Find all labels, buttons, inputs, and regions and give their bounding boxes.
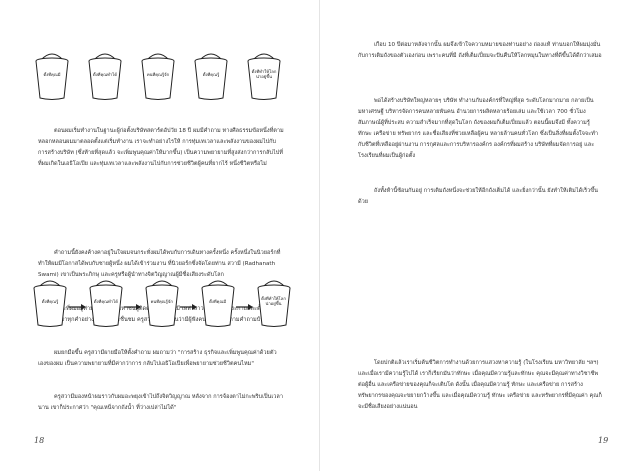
page-number-left: 18 bbox=[34, 436, 45, 445]
bucket-1 bbox=[32, 46, 72, 102]
bucket-3 bbox=[138, 46, 178, 102]
arrow-right-icon bbox=[236, 273, 253, 329]
left-paragraph-4: ผมยกมือขึ้น ครูสวามีผายมือให้ตั้งคำถาม ผมถามว่า "การสร้าง ธุรกิจและเพิ่มพูนคุณค่าด้วยตัวเองของผม เป็นความพยายามที่มีค่ากว่าการ กลับไปเอธิโอเปียเพื่อพยายามช่วยชีวิตคนไหม" bbox=[38, 350, 277, 368]
right-closing-paragraph: โดยปกติแล้วเราเริ่มต้นชีวิตการทำงานด้วยการแสวงหาความรู้ (ในโรงเรียน มหาวิทยาลัย ฯลฯ) และเมื่อเรามีความรู้ไปได้ เราก็เรียกมันว่าทักษะ เมื่อคุณมีความรู้และทักษะ คุณจะมีคุณค่าทางวิชาชีพต่อผู้อื่น และเครือข่ายของคุณก็จะเติบโต ดังนั้น เมื่อคุณมีความรู้ ทักษะ และเครือข่าย การสร้างทรัพยากรของคุณจะขยายกว้างขึ้น และเมื่อคุณมีความรู้ ทักษะ เครือข่าย และทรัพยากรที่มีคุณค่า คุณก็จะมีชื่อเสียงอย่างแน่นอน bbox=[358, 360, 602, 411]
bucket-row-left bbox=[32, 46, 284, 102]
bucket-label: ตั้งที่คุณรู้ bbox=[202, 72, 220, 77]
bucket-label: ตั้งที่คุณมี bbox=[209, 299, 227, 304]
bucket-4 bbox=[191, 46, 231, 102]
arrow-right-icon bbox=[124, 273, 141, 329]
bucket-1 bbox=[30, 273, 69, 329]
right-paragraph-2: พอได้สร้างบริษัทใหญ่หลายๆ บริษัท ทำงานกับองค์กรที่ใหญ่ที่สุด ระดับโลกมากมาย กลายเป็นมหาเศรษฐี บริหารจัดการคนหลายพันคน อำนวยการผลิตหลายร้อยเล่ม และใช้เวลา 700 ชั่วโมงสัมภาษณ์ผู้ที่ประสบ ความสำเร็จมากที่สุดในโลก ถังของผมก็เต็มเปี่ยมแล้ว ตอนนี้ผมจึงมี ทั้งความรู้ ทักษะ เครือข่าย ทรัพยากร และชื่อเสียงที่ช่วยเหลือผู้คน หลายล้านคนทั่วโลก ซึ่งเป็นสิ่งที่ผมตั้งใจจะทำกับชีวิตที่เหลืออยู่ผ่านงาน การกุศลและการบริหารองค์กร องค์กรที่ผมสร้าง บริษัทที่ผมจัดการอยู่ และโรงเรียนที่ผมเป็นผู้ก่อตั้ง bbox=[358, 98, 599, 160]
arrow-right-icon bbox=[180, 273, 197, 329]
left-paragraph-3: เหล่าสาวก ต่างเป็นประกายและตั้งใจฟังคำสอนของเขาทุกคำอย่างสงบนิ่งและชื่นชม bbox=[38, 306, 283, 324]
right-paragraph-3: ถังทั้งห้านี้ซ้อนกันอยู่ การเติมถังหนึ่งจะช่วยให้อีกถังเต็มได้ และยิ่งกว่านั้น ยังทำให้เติมได้เร็วขึ้นด้วย bbox=[358, 188, 598, 206]
bucket-3 bbox=[142, 273, 181, 329]
bucket-label: ตั้งที่ทำให้โลก น่าอยู่ขึ้น bbox=[251, 69, 277, 79]
right-paragraph-1: เกือบ 10 ปีต่อมาหลังจากนั้น ผมจึงเข้าใจความหมายของท่านอย่าง ถ่องแท้ ท่านบอกให้ผมมุ่งมั่นกับการเติมถังของตัวเองก่อน เพราะคนที่มี ถังที่เต็มเปี่ยมจะปันคืนให้โลกหมุนในทางที่ดีขึ้นได้ดีกว่าเสมอ bbox=[358, 42, 602, 60]
arrow-right-icon bbox=[69, 273, 86, 329]
page-number-right: 19 bbox=[598, 436, 609, 445]
bucket-label: คนที่คุณรู้จัก bbox=[146, 72, 170, 77]
bucket-2 bbox=[86, 273, 125, 329]
bucket-2 bbox=[85, 46, 125, 102]
bucket-label: ตั้งที่คุณทำได้ bbox=[92, 72, 118, 77]
bucket-label: ตั้งที่คุณทำได้ bbox=[93, 299, 118, 304]
left-paragraph-1: ตอนผมเริ่มทำงานในฐานะผู้ก่อตั้งบริษัทสตาร์ตอัปวัย 18 ปี ผมมีคำถาม ทางศีลธรรมข้อหนึ่งที่ตามหลอกหลอนผมมาตลอดตั้งแต่เริ่มทำงาน เราจะทำอย่างไรให้ การทุ่มเทเวลาและพลังงานของผมไปกับการสร้างบริษัท (ซึ่งท้ายที่สุดแล้ว จะเพิ่มพูนคุณค่าให้มากขึ้น) เป็นความพยายามที่สูงส่งกว่าการกลับไปที่ ที่ผมเกิดในเอธิโอเปีย และทุ่มเทเวลาและพลังงานไปกับการช่วยชีวิตผู้คนที่ยากไร้ หนึ่งชีวิตหรือไม่ bbox=[38, 128, 284, 168]
left-paragraph-2: คำถามนี้ยังคงค้างคาอยู่ในใจผมจนกระทั่งผมได้พบกับการเดินทางครั้งหนึ่ง ครั้งหนึ่งในนิวยอร์กที่ทำให้ผมมีโอกาสได้พบกับชายผู้หนึ่ง ผมได้เข้าร่วมงาน ที่นิวยอร์กซึ่งจัดโดยท่าน สวามี (Radhanath Swami) เขาเป็นพระภิกษุ และครูหรือผู้นำทางจิตวิญญาณผู้มีชื่อเสียงระดับโลก bbox=[38, 250, 281, 279]
bucket-4 bbox=[198, 273, 237, 329]
bucket-row-right bbox=[30, 273, 292, 329]
bucket-label: ตั้งที่ทำให้โลก น่าอยู่ขึ้น bbox=[261, 296, 286, 306]
bucket-label: ตั้งที่คุณมี bbox=[43, 72, 61, 77]
bucket-label: ตั้งที่คุณรู้ bbox=[41, 299, 59, 304]
bucket-label: คนที่คุณรู้จัก bbox=[150, 299, 173, 304]
bucket-5 bbox=[254, 273, 293, 329]
bucket-5 bbox=[244, 46, 284, 102]
left-paragraph-5: ครูสวามีมองหน้าผมราวกับผมอะพยุงเข้าไปถึงจิตวิญญาณ หลังจาก การจ้องตาไม่กะพริบเป็นเวลานาน เขาก็ประกาศว่า "คุณเหน็จากถังน้ำ ที่ว่างเปล่าไม่ได้" bbox=[38, 394, 283, 412]
